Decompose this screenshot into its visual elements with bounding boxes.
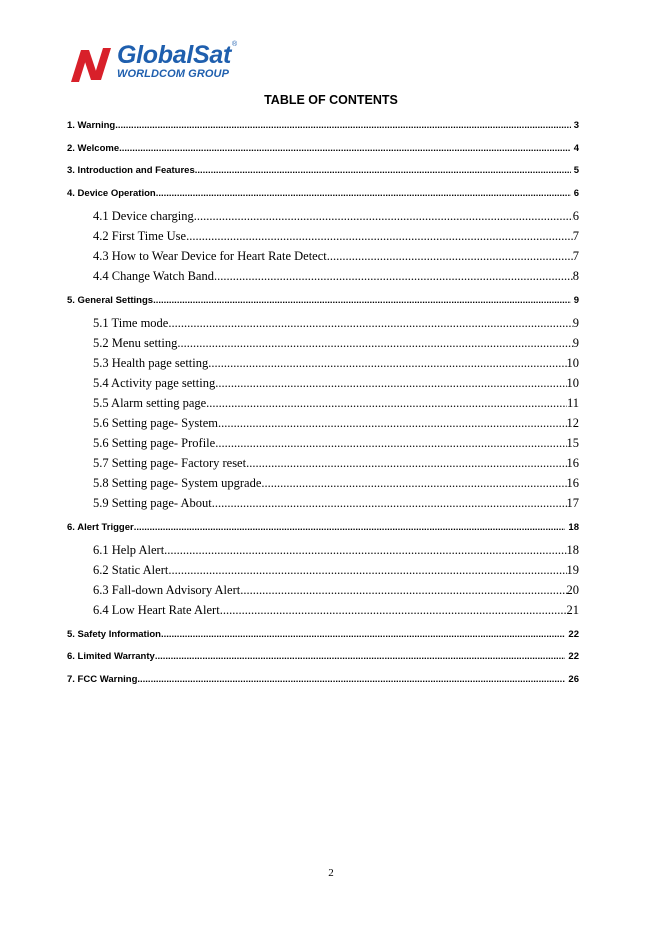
toc-dot-leader — [327, 249, 573, 264]
toc-subsection-entry[interactable] — [93, 456, 579, 472]
toc-dot-leader — [164, 543, 566, 558]
page-number: 2 — [328, 867, 334, 879]
toc-section-entry[interactable] — [67, 651, 579, 664]
toc-entry-page: 10 — [566, 355, 579, 370]
logo-brand-name: GlobalSat® — [117, 41, 237, 69]
toc-entry-label: 6. Alert Trigger — [67, 521, 134, 533]
toc-entry-label: 7. FCC Warning — [67, 673, 138, 685]
toc-dot-leader — [240, 583, 566, 598]
toc-subsection-entry[interactable] — [93, 316, 579, 332]
toc-entry-label: 5.5 Alarm setting page — [93, 395, 207, 410]
toc-entry-page: 7 — [572, 228, 579, 243]
toc-entry-page: 10 — [566, 375, 579, 390]
toc-entry-label: 5.3 Health page setting — [93, 355, 209, 370]
toc-dot-leader — [218, 416, 567, 431]
toc-entry-page: 20 — [566, 582, 579, 597]
toc-entry-label: 4.3 How to Wear Device for Heart Rate Detect — [93, 248, 327, 263]
toc-dot-leader — [115, 120, 570, 131]
toc-entry-label: 5.1 Time mode — [93, 315, 169, 330]
toc-entry-label: 4.2 First Time Use — [93, 228, 187, 243]
toc-entry-page: 16 — [566, 455, 579, 470]
toc-dot-leader — [153, 295, 571, 306]
toc-dot-leader — [137, 674, 565, 685]
toc-entry-label: 5.4 Activity page setting — [93, 375, 216, 390]
toc-dot-leader — [246, 456, 566, 471]
toc-dot-leader — [214, 269, 573, 284]
toc-entry-page: 5 — [573, 165, 579, 176]
toc-entry-page: 9 — [572, 335, 579, 350]
toc-subsection-entry[interactable] — [93, 229, 579, 245]
toc-entry-page: 9 — [572, 315, 579, 330]
toc-entry-label: 2. Welcome — [67, 142, 120, 154]
toc-dot-leader — [194, 209, 573, 224]
toc-section-entry[interactable] — [67, 522, 579, 535]
toc-subsection-entry[interactable] — [93, 416, 579, 432]
toc-entry-label: 1. Warning — [67, 120, 116, 131]
toc-subsection-entry[interactable] — [93, 583, 579, 599]
toc-entry-label: 6.2 Static Alert — [93, 562, 169, 577]
toc-section-entry[interactable] — [67, 629, 579, 642]
toc-entry-page: 18 — [566, 542, 579, 557]
toc-dot-leader — [208, 356, 566, 371]
toc-entry-page: 26 — [568, 673, 579, 685]
toc-section-entry[interactable] — [67, 143, 579, 156]
toc-section-entry[interactable] — [67, 188, 579, 201]
toc-entry-label: 4.1 Device charging — [93, 208, 194, 223]
toc-subsection-entry[interactable] — [93, 209, 579, 225]
toc-entry-page: 3 — [573, 120, 579, 131]
toc-entry-page: 6 — [573, 187, 579, 199]
toc-subsection-entry[interactable] — [93, 249, 579, 265]
toc-title: TABLE OF CONTENTS — [264, 93, 398, 107]
toc-entry-page: 17 — [566, 495, 579, 510]
toc-entry-label: 3. Introduction and Features — [67, 165, 195, 176]
globalsat-logo — [67, 41, 267, 84]
toc-entry-label: 6. Limited Warranty — [67, 651, 155, 662]
toc-dot-leader — [206, 396, 567, 411]
toc-dot-leader — [177, 336, 572, 351]
toc-subsection-entry[interactable] — [93, 543, 579, 559]
toc-entry-label: 6.3 Fall-down Advisory Alert — [93, 582, 241, 597]
toc-dot-leader — [195, 165, 571, 176]
toc-subsection-entry[interactable] — [93, 356, 579, 372]
toc-entry-label: 5.6 Setting page- Profile — [93, 435, 216, 450]
toc-dot-leader — [215, 376, 566, 391]
toc-entry-label: 5. Safety Information — [67, 628, 161, 640]
toc-section-entry[interactable] — [67, 295, 579, 308]
toc-dot-leader — [168, 563, 566, 578]
toc-entry-label: 6.4 Low Heart Rate Alert — [93, 602, 220, 617]
toc-entry-page: 9 — [573, 294, 579, 306]
toc-entry-page: 18 — [568, 521, 579, 533]
toc-entry-label: 5.2 Menu setting — [93, 335, 178, 350]
toc-dot-leader — [119, 143, 571, 154]
toc-dot-leader — [156, 188, 571, 199]
toc-entry-page: 7 — [572, 248, 579, 263]
toc-entry-page: 12 — [566, 415, 579, 430]
toc-dot-leader — [161, 629, 565, 640]
toc-entry-page: 11 — [566, 395, 579, 410]
toc-subsection-entry[interactable] — [93, 269, 579, 285]
toc-dot-leader — [220, 603, 567, 618]
toc-entry-label: 4.4 Change Watch Band — [93, 268, 214, 283]
toc-entry-label: 4. Device Operation — [67, 187, 156, 199]
toc-dot-leader — [134, 522, 566, 533]
toc-entry-page: 21 — [566, 602, 579, 617]
toc-entry-label: 5.7 Setting page- Factory reset — [93, 455, 247, 470]
toc-dot-leader — [168, 316, 572, 331]
toc-section-entry[interactable] — [67, 120, 579, 133]
toc-entry-page: 15 — [566, 435, 579, 450]
toc-section-entry[interactable] — [67, 674, 579, 687]
toc-subsection-entry[interactable] — [93, 396, 579, 412]
toc-entry-page: 22 — [568, 651, 579, 662]
toc-entry-label: 6.1 Help Alert — [93, 542, 165, 557]
toc-entry-page: 4 — [573, 142, 579, 154]
toc-entry-label: 5.6 Setting page- System — [93, 415, 218, 430]
toc-dot-leader — [155, 651, 566, 662]
toc-subsection-entry[interactable] — [93, 476, 579, 492]
toc-entry-label: 5. General Settings — [67, 294, 154, 306]
toc-entry-page: 6 — [572, 208, 579, 223]
toc-entry-label: 5.9 Setting page- About — [93, 495, 212, 510]
toc-dot-leader — [215, 436, 566, 451]
toc-dot-leader — [261, 476, 566, 491]
globalsat-logo-mark-icon — [67, 46, 113, 84]
toc-dot-leader — [212, 496, 567, 511]
toc-entry-page: 19 — [566, 562, 579, 577]
toc-subsection-entry[interactable] — [93, 563, 579, 579]
toc-entry-page: 16 — [566, 475, 579, 490]
toc-subsection-entry[interactable] — [93, 376, 579, 392]
toc-subsection-entry[interactable] — [93, 336, 579, 352]
toc-entry-label: 5.8 Setting page- System upgrade — [93, 475, 262, 490]
toc-entry-page: 8 — [572, 268, 579, 283]
toc-subsection-entry[interactable] — [93, 496, 579, 512]
toc-entry-page: 22 — [568, 628, 579, 640]
toc-dot-leader — [186, 229, 573, 244]
toc-subsection-entry[interactable] — [93, 603, 579, 619]
toc-section-entry[interactable] — [67, 165, 579, 178]
toc-subsection-entry[interactable] — [93, 436, 579, 452]
logo-group-name: WORLDCOM GROUP — [117, 68, 230, 80]
